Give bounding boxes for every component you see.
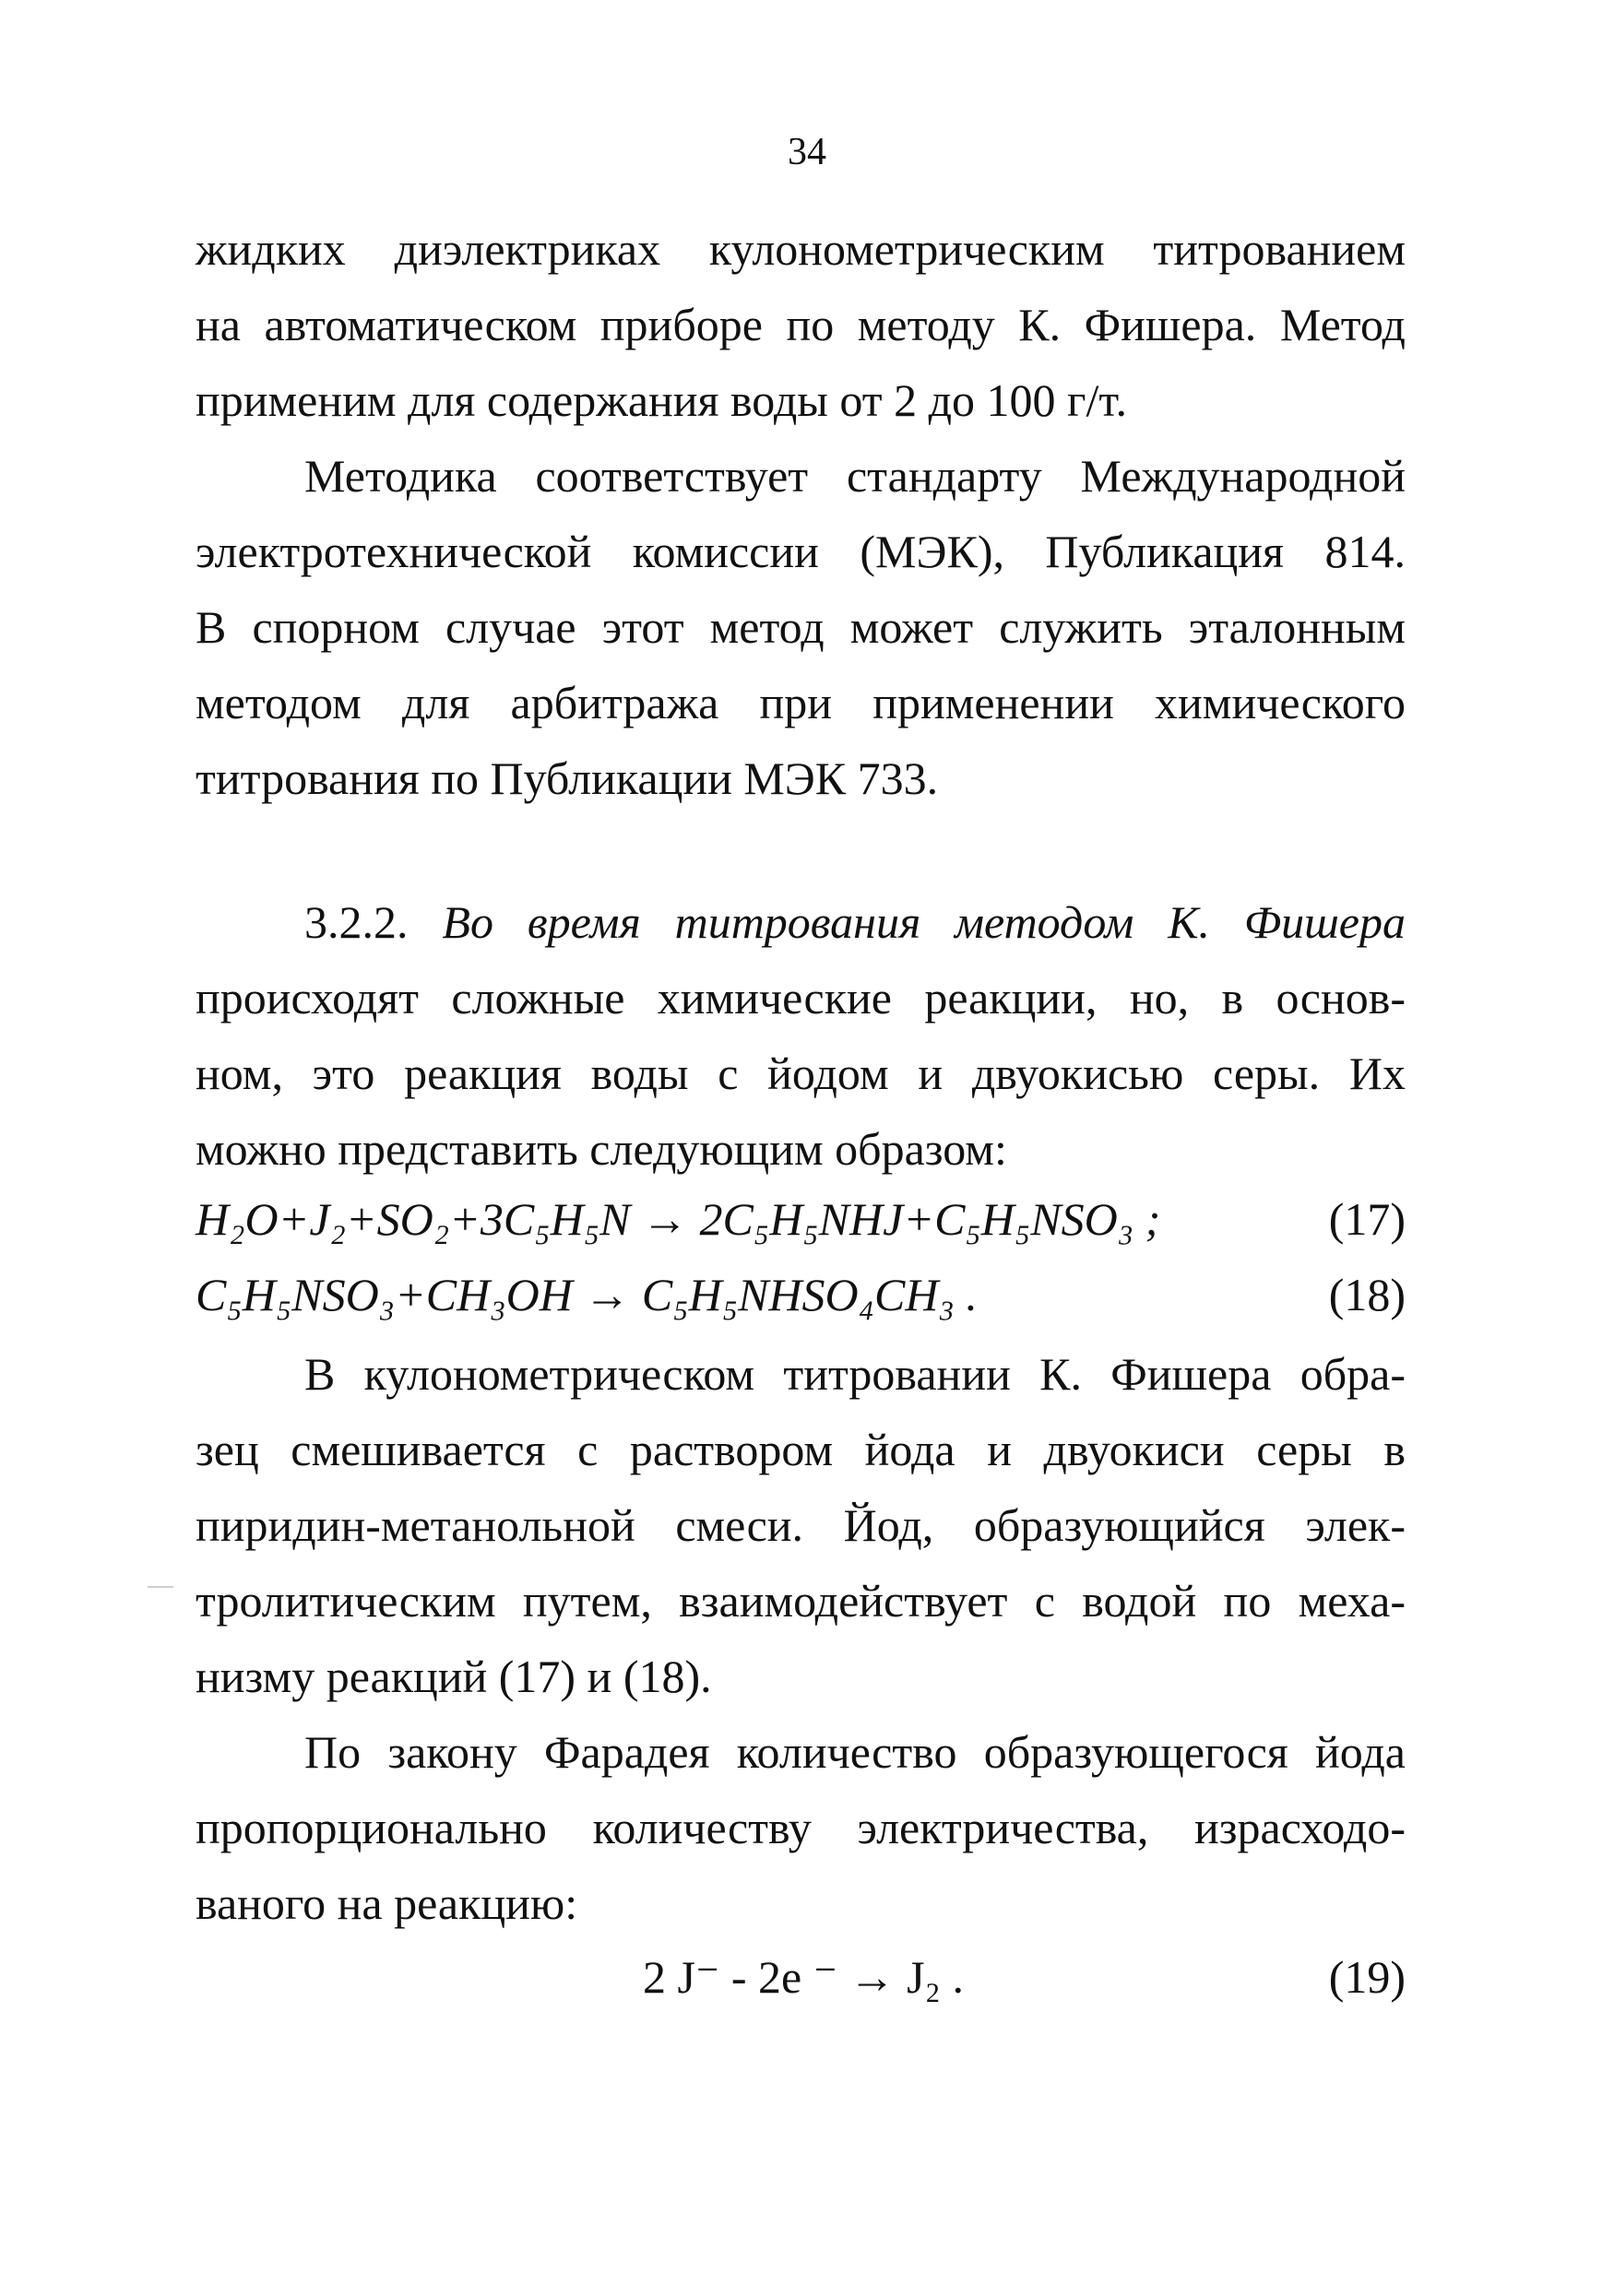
paragraph-line: В кулонометрическом титровании К. Фишера обра- (304, 1348, 1406, 1400)
equation-formula: C₅H₅NSO₃+CH₃OH → C₅H₅NHSO₄CH₃ . (196, 1269, 978, 1320)
equation-17 (196, 1189, 1406, 1249)
equation-formula: H₂O+J₂+SO₂+3C₅H₅N → 2C₅H₅NHJ+C₅H₅NSO₃ ; (196, 1193, 1161, 1245)
equation-formula: 2 J⁻ - 2e ⁻ → J₂ . (643, 1951, 964, 2003)
paragraph-line: происходят сложные химические реакции, но, в основ- (196, 972, 1406, 1024)
paragraph-line: По закону Фарадея количество образующегося йода (304, 1726, 1406, 1778)
equation-19 (196, 1947, 1406, 2006)
paragraph-line: методом для арбитража при применении химического (196, 677, 1406, 728)
paragraph-line: зец смешивается с раствором йода и двуокиси серы в (196, 1424, 1406, 1475)
paragraph-line: низму реакций (17) и (18). (196, 1651, 712, 1702)
paragraph-line: на автоматическом приборе по методу К. Фишера. Метод (196, 299, 1406, 350)
equation-number: (19) (1328, 1951, 1406, 2003)
paragraph-line: применим для содержания воды от 2 до 100 г/т. (196, 374, 1128, 426)
paragraph-line: жидких диэлектриках кулонометрическим титрованием (196, 223, 1406, 275)
paragraph-line: пиридин-метанольной смеси. Йод, образующийся элек- (196, 1499, 1406, 1551)
paragraph-line: ваного на реакцию: (196, 1877, 578, 1929)
paragraph-line: В спорном случае этот метод может служить эталонным (196, 601, 1406, 653)
equation-18 (196, 1265, 1406, 1324)
equation-number: (18) (1328, 1269, 1406, 1320)
page-number: 34 (788, 131, 826, 173)
paragraph-line: можно представить следующим образом: (196, 1123, 1007, 1175)
section-heading-line (304, 894, 1406, 950)
paragraph-line: электротехнической комиссии (МЭК), Публикация 814. (196, 526, 1406, 577)
section-number: 3.2.2. (304, 896, 409, 948)
paragraph-line: тролитическим путем, взаимодействует с водой по меха- (196, 1575, 1406, 1627)
scan-artifact-mark (148, 1586, 173, 1588)
paragraph-line: Методика соответствует стандарту Международной (304, 450, 1406, 502)
paragraph-line: пропорционально количеству электричества, израсходо- (196, 1802, 1406, 1853)
section-lead-italic: Во время титрования методом К. Фишера (442, 896, 1406, 948)
equation-number: (17) (1328, 1193, 1406, 1245)
paragraph-line: ном, это реакция воды с йодом и двуокисью серы. Их (196, 1047, 1406, 1099)
paragraph-line: титрования по Публикации МЭК 733. (196, 752, 939, 804)
